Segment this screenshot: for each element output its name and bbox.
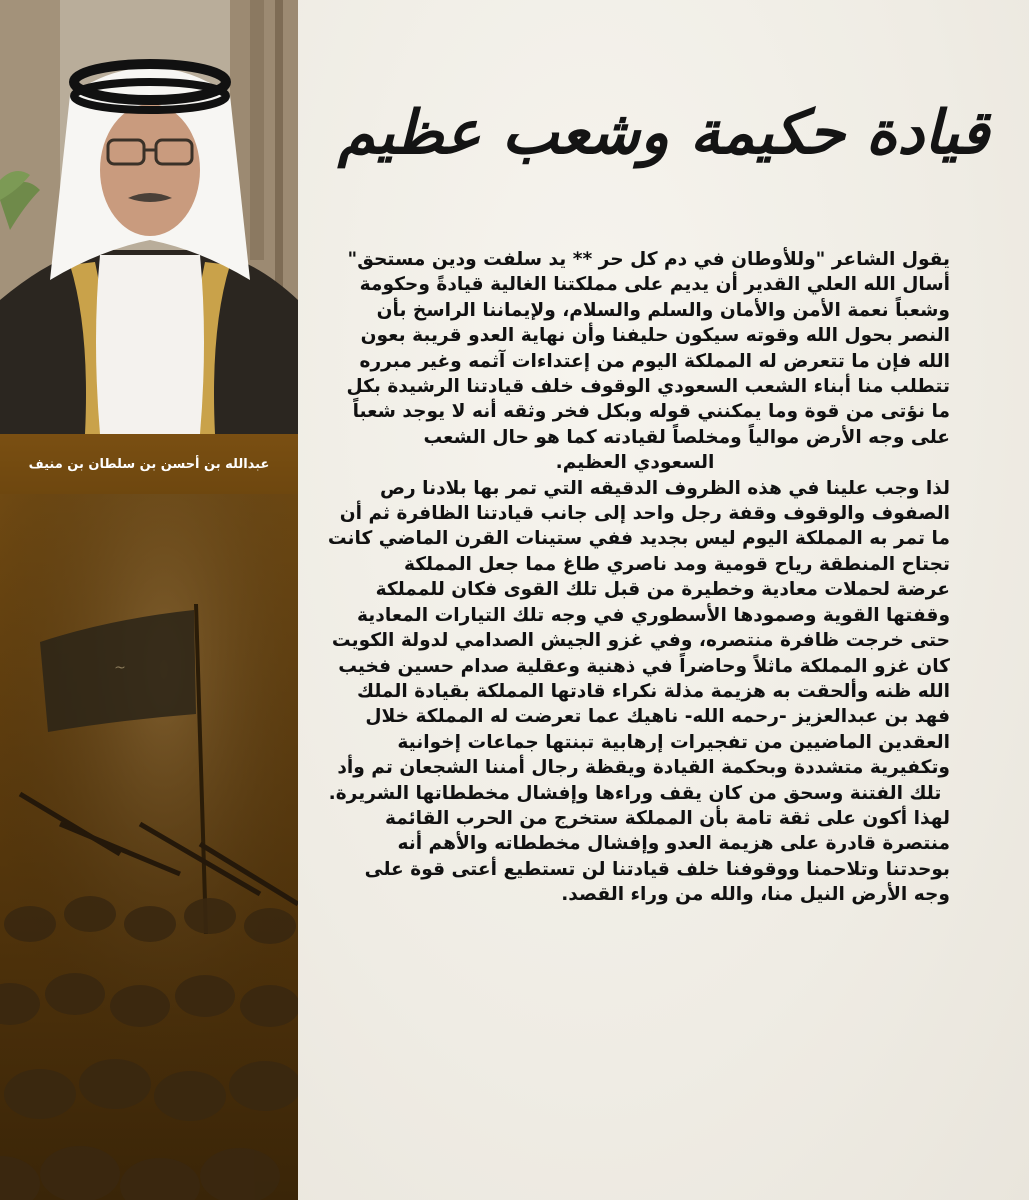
article-line: النصر بحول الله وقوته سيكون حليفنا وأن نهاية العدو قريبة بعون: [360, 325, 950, 347]
article-line: تجتاح المنطقة رياح قومية ومد ناصري طاغ مما جعل المملكة: [403, 553, 950, 575]
headline: قيادة حكيمة وشعب عظيم: [337, 98, 990, 168]
portrait-illustration: [0, 0, 298, 434]
article-line: كان غزو المملكة ماثلاً وحاضراً في ذهنية وعقلية صدام حسين فخيب: [338, 655, 950, 677]
article-line: الصفوف والوقوف وقفة رجل واحد إلى جانب قيادتنا الظافرة ثم أن: [339, 503, 950, 525]
army-illustration: [0, 494, 298, 1200]
article-body: [320, 247, 950, 908]
article-line: حتى خرجت ظافرة منتصره، وفي غزو الجيش الصدامي لدولة الكويت: [331, 630, 950, 652]
article-line: العقدين الماضيين من تفجيرات إرهابية تبنتها جماعات إخوانية: [397, 731, 950, 753]
article-line: وشعباً نعمة الأمن والأمان والسلم والسلام، ولإيماننا الراسخ بأن: [376, 299, 950, 321]
article-line: وقفتها القوية وصمودها الأسطوري في وجه تلك التيارات المعادية: [357, 604, 950, 626]
article-line: فهد بن عبدالعزيز -رحمه الله- ناهيك عما تعرضت له المملكة خلال: [365, 706, 950, 728]
article-line: الله ظنه وألحقت به هزيمة مذلة نكراء قادتها المملكة بقيادة الملك: [357, 680, 950, 702]
article-line: لهذا أكون على ثقة تامة بأن المملكة ستخرج من الحرب القائمة: [384, 807, 950, 829]
article-line: تلك الفتنة وسحق من كان يقف وراءها وإفشال مخططاتها الشريرة.: [328, 782, 942, 804]
article-line: منتصرة قادرة على هزيمة العدو وإفشال مخططاته والأهم أنه: [397, 833, 950, 855]
left-column: [0, 0, 298, 1200]
army-background-photo: [0, 494, 298, 1200]
article-line: وجه الأرض النيل منا، والله من وراء القصد.: [561, 884, 950, 906]
article-line: بوحدتنا وتلاحمنا ووقوفنا خلف قيادتنا لن تستطيع أعتى قوة على: [364, 858, 950, 880]
article-line: أسال الله العلي القدير أن يديم على مملكتنا الغالية قيادةً وحكومة: [359, 274, 950, 296]
article-line: لذا وجب علينا في هذه الظروف الدقيقه التي تمر بها بلادنا رص: [379, 477, 950, 499]
article-line: ما تمر به المملكة اليوم ليس بجديد ففي ستينات القرن الماضي كانت: [327, 528, 950, 550]
article-line: عرضة لحملات معادية وخطيرة من قبل تلك القوى فكان للمملكة: [375, 579, 950, 601]
flag-script: ~: [114, 660, 126, 676]
author-name: عبدالله بن أحسن بن سلطان بن منيف: [28, 456, 270, 472]
article-line: السعودي العظيم.: [555, 452, 715, 474]
author-portrait: [0, 0, 298, 434]
article-line: ما نؤتى من قوة وما يمكنني قوله وبكل فخر وثقه أنه لا يوجد شعباً: [352, 401, 950, 423]
article-line: على وجه الأرض موالياً ومخلصاً لقيادته كما هو حال الشعب: [423, 426, 950, 448]
article-line: وتكفيرية متشددة وبحكمة القيادة ويقظة رجال أمننا الشجعان تم وأد: [337, 757, 950, 779]
article-line: الله فإن ما تتعرض له المملكة اليوم من إعتداءات آثمه وغير مبرره: [359, 350, 950, 372]
article-line: يقول الشاعر "وللأوطان في دم كل حر ** يد سلفت ودين مستحق": [347, 249, 950, 270]
article-line: تتطلب منا أبناء الشعب السعودي الوقوف خلف قيادتنا الرشيدة بكل: [346, 376, 950, 398]
author-caption: [0, 434, 298, 494]
